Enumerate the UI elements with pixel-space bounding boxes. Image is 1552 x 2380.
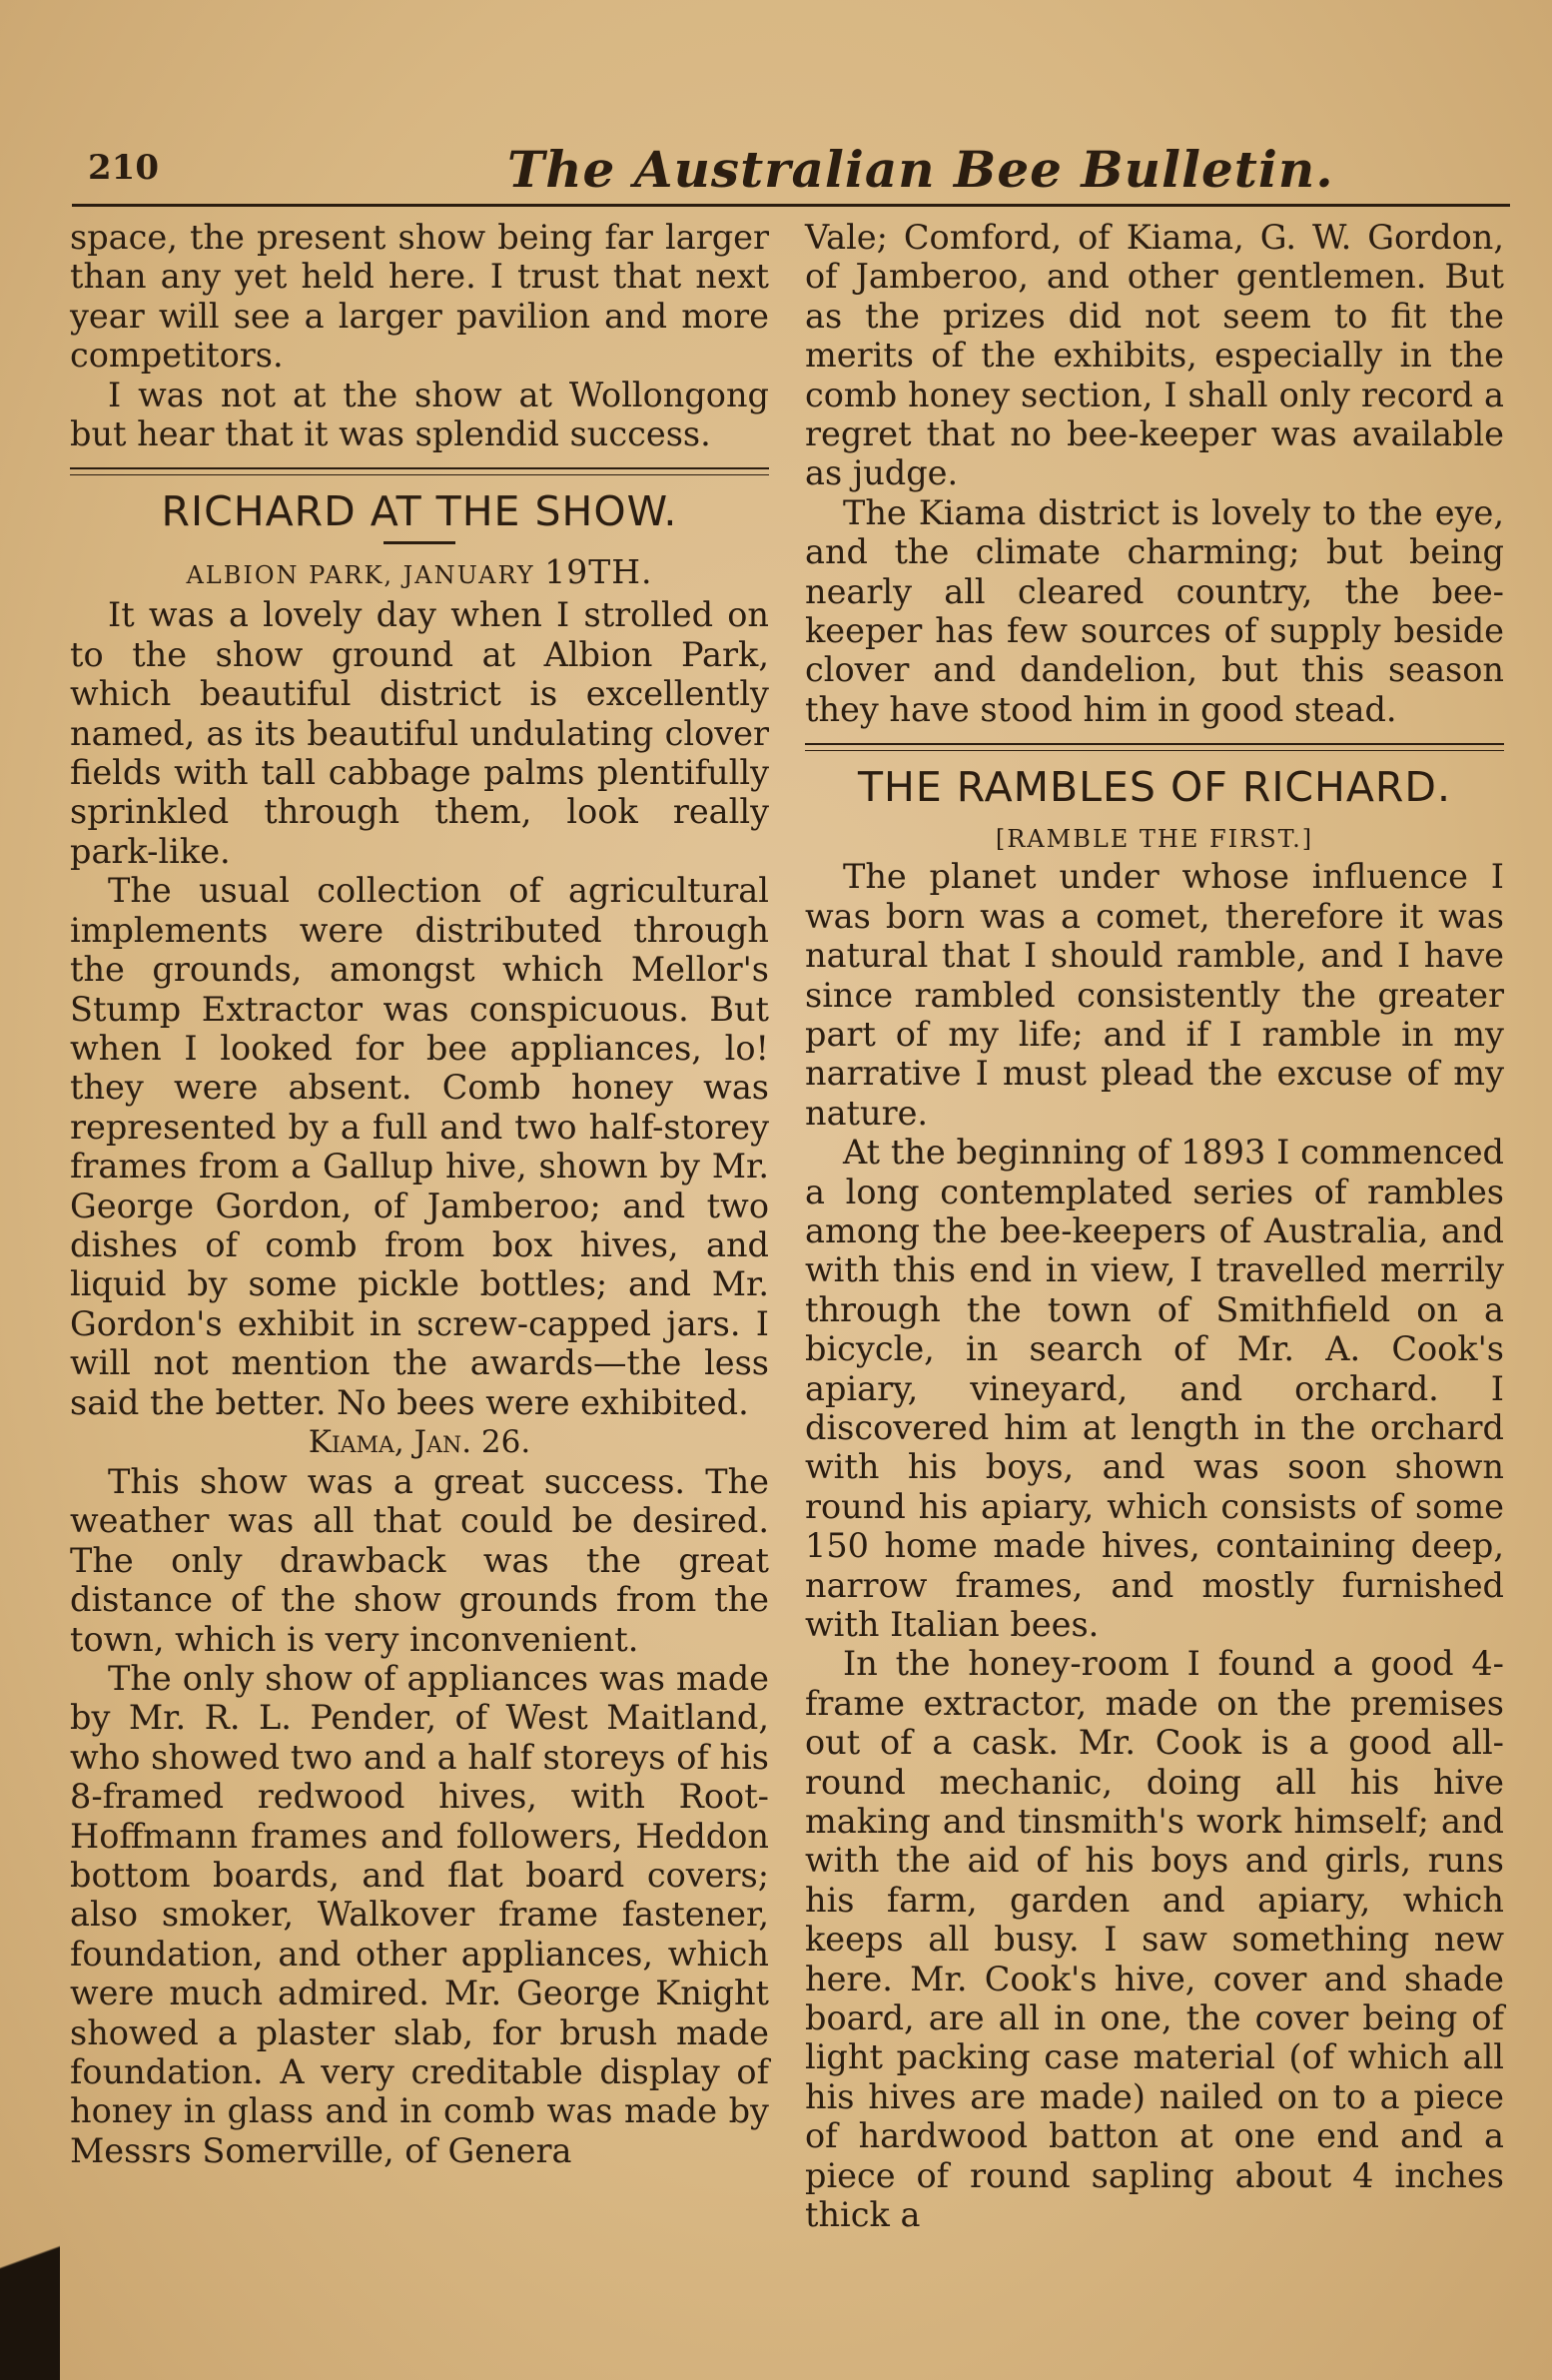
page-header [88,140,1506,200]
continuation-paragraph: Vale; Comford, of Kiama, G. W. Gordon, of Jamberoo, and other gentlemen. But as the prizes did not seem to fit the merits of the exhibits, especially in the comb honey section, I shall only record a regret that no bee-keeper was available as judge. [805,218,1504,493]
page-corner-shadow [0,2177,60,2380]
article-headline: THE RAMBLES OF RICHARD. [857,763,1452,812]
dateline: Kiama, Jan. 26. [308,1423,531,1460]
article-subheading: [RAMBLE THE FIRST.] [995,825,1314,854]
section-divider [805,743,1504,751]
left-column [70,218,769,2170]
article-paragraph: The usual collection of agricultural implements were distributed through the grounds, amongst which Mellor's Stump Extractor was conspicuous. But when I looked for bee appliances, lo! they were absent. Comb honey was represented by a full and two half-storey frames from a Gallup hive, shown by Mr. George Gordon, of Jamberoo; and two dishes of comb from box hives, and liquid by some pickle bottles; and Mr. Gordon's exhibit in screw-capped jars. I will not mention the awards—the less said the better. No bees were exhibited. [70,871,769,1422]
article-paragraph: It was a lovely day when I strolled on to the show ground at Albion Park, which beautiful district is excellently named, as its beautiful undulating clover fields with tall cabbage palms plentifully sprinkled through them, look really park-like. [70,595,769,871]
section-divider [70,467,769,475]
header-rule [72,204,1510,207]
article-paragraph: At the beginning of 1893 I commenced a long contemplated series of rambles among the bee-keepers of Australia, and with this end in view, I travelled merrily through the town of Smithfield on a bicycle, in search of Mr. A. Cook's apiary, vineyard, and orchard. I discovered him at length in the orchard with his boys, and was soon shown round his apiary, which consists of some 150 home made hives, containing deep, narrow frames, and mostly furnished with Italian bees. [805,1133,1504,1644]
intro-paragraph: space, the present show being far larger than any yet held here. I trust that next year will see a larger pavilion and more competitors. [70,218,769,376]
right-column [805,218,1504,2235]
article-paragraph: The planet under whose influence I was born was a comet, therefore it was natural that I should ramble, and I have since rambled consistently the greater part of my life; and if I ramble in my narrative I must plead the excuse of my nature. [805,857,1504,1133]
page-number: 210 [88,148,159,188]
dateline-text: ALBION PARK, JANUARY [186,561,545,590]
intro-paragraph: I was not at the show at Wollongong but hear that it was splendid success. [70,375,769,454]
article-headline: RICHARD AT THE SHOW. [161,487,678,536]
running-title: The Australian Bee Bulletin. [507,140,1334,199]
article-paragraph: The only show of appliances was made by Mr. R. L. Pender, of West Maitland, who showed two and a half storeys of his 8-framed redwood hives, with Root-Hoffmann frames and followers, Heddon bottom boards, and flat board covers; also smoker, Walkover frame fastener, foundation, and other appliances, which were much admired. Mr. George Knight showed a plaster slab, for brush made foundation. A very creditable display of honey in glass and in comb was made by Messrs Somerville, of Genera [70,1659,769,2170]
continuation-paragraph: The Kiama district is lovely to the eye, and the climate charming; but being nearly all cleared country, the bee-keeper has few sources of supply beside clover and dandelion, but this season they have stood him in good stead. [805,492,1504,729]
headline-rule [384,541,455,544]
article-paragraph: This show was a great success. The weather was all that could be desired. The only drawback was the great distance of the show grounds from the town, which is very inconvenient. [70,1461,769,1659]
dateline [70,554,769,593]
dateline-day: 19TH. [544,552,653,592]
article-paragraph: In the honey-room I found a good 4-frame extractor, made on the premises out of a cask. Mr. Cook is a good all-round mechanic, doing all his hive making and tinsmith's work himself; and with the aid of his boys and girls, runs his farm, garden and apiary, which keeps all busy. I saw something new here. Mr. Cook's hive, cover and shade board, are all in one, the cover being of light packing case material (of which all his hives are made) nailed on to a piece of hardwood batton at one end and a piece of round sapling about 4 inches thick a [805,1644,1504,2235]
